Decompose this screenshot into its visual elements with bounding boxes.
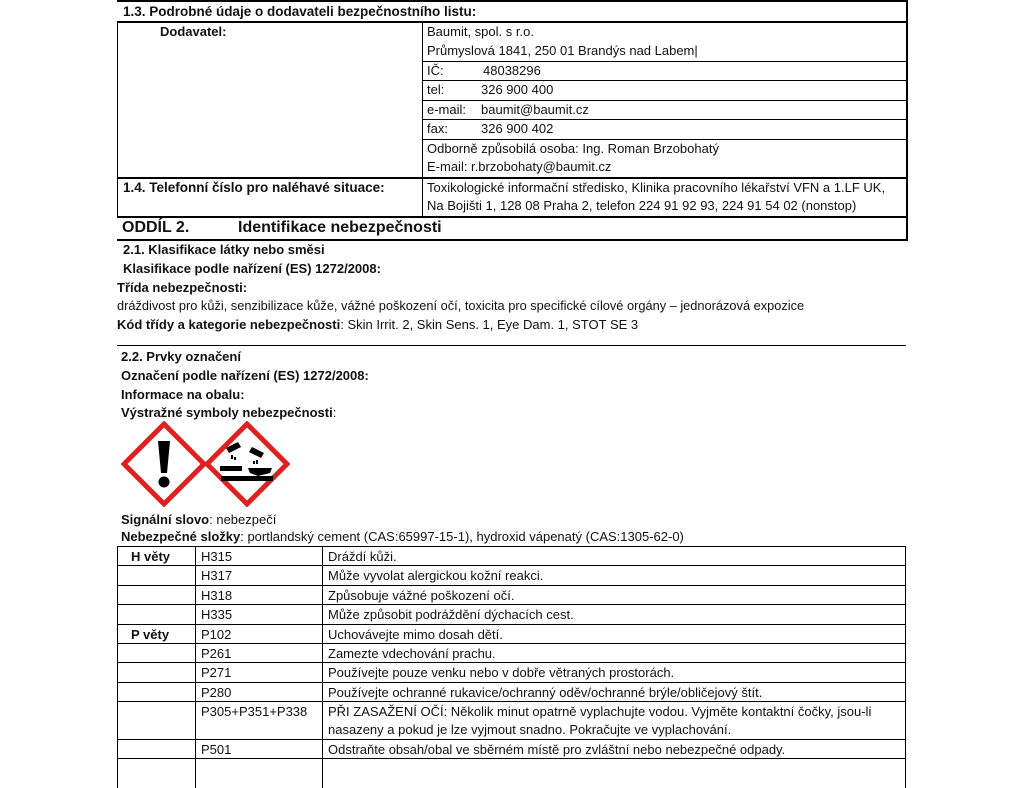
hazardous-components-line bbox=[121, 528, 684, 546]
statement-code: H335 bbox=[201, 607, 233, 623]
statement-text: Dráždí kůži. bbox=[328, 549, 397, 564]
signal-word-label: Signální slovo bbox=[121, 512, 210, 527]
supplier-company: Baumit, spol. s r.o. bbox=[427, 24, 534, 39]
table-col-rule bbox=[117, 546, 118, 788]
ic-label: IČ: bbox=[427, 63, 444, 78]
hazard-class-value: dráždivost pro kůži, senzibilizace kůže, vážné poškození očí, toxicita pro specifické cílové orgány – jednorázová expozice bbox=[117, 298, 805, 313]
statement-group: H věty bbox=[131, 549, 171, 564]
hazardous-components-value: : portlandský cement (CAS:65997-15-1), hydroxid vápenatý (CAS:1305-62-0) bbox=[240, 529, 684, 544]
hazardous-components-label: Nebezpečné složky bbox=[121, 529, 241, 544]
hazard-statements-table bbox=[117, 546, 906, 768]
hazard-code-label: Kód třídy a kategorie nebezpečnosti bbox=[117, 317, 341, 332]
signal-word-value: : nebezpečí bbox=[209, 512, 277, 527]
table-row-rule bbox=[117, 624, 906, 625]
signal-word-line bbox=[121, 511, 276, 529]
responsible-email: E-mail: r.brzobohaty@baumit.cz bbox=[427, 159, 612, 174]
statement-text: Používejte ochranné rukavice/ochranný oděv/ochranné brýle/obličejový štít. bbox=[328, 684, 763, 700]
corrosion-pictogram bbox=[204, 421, 290, 507]
supplier-label: Dodavatel: bbox=[160, 24, 227, 39]
pictograms-line bbox=[121, 404, 336, 422]
statement-text: Způsobuje vážné poškození očí. bbox=[328, 587, 515, 603]
statement-code: H317 bbox=[201, 568, 233, 584]
statement-text: Uchovávejte mimo dosah dětí. bbox=[328, 626, 503, 642]
ic-value: 48038296 bbox=[483, 63, 541, 78]
exclamation-mark-pictogram bbox=[121, 421, 207, 507]
section-1-4-heading: 1.4. Telefonní číslo pro naléhavé situace: bbox=[123, 180, 385, 195]
emergency-line-2: Na Bojišti 1, 128 08 Praha 2, telefon 224 91 92 93, 224 91 54 02 (nonstop) bbox=[427, 198, 857, 213]
section-2-title: Identifikace nebezpečnosti bbox=[238, 219, 442, 236]
statement-text: Může vyvolat alergickou kožní reakci. bbox=[328, 568, 544, 584]
responsible-person: Odborně způsobilá osoba: Ing. Roman Brzobohatý bbox=[427, 141, 719, 156]
table-col-rule bbox=[905, 546, 906, 788]
table-right-border bbox=[906, 0, 908, 240]
hazard-code-line bbox=[117, 316, 638, 334]
table-row-rule bbox=[117, 643, 906, 644]
statement-code: H318 bbox=[201, 587, 233, 603]
package-info: Informace na obalu: bbox=[121, 387, 245, 402]
emergency-line-1: Toxikologické informační středisko, Klinika pracovního lékařství VFN a 1.LF UK, bbox=[427, 180, 886, 195]
section-1-3-heading: 1.3. Podrobné údaje o dodavateli bezpečnostního listu: bbox=[123, 4, 477, 19]
statement-text: Používejte pouze venku nebo v dobře větraných prostorách. bbox=[328, 665, 675, 681]
statement-code: P261 bbox=[201, 646, 232, 661]
tel-label: tel: bbox=[427, 82, 445, 97]
statement-text: Může způsobit podráždění dýchacích cest. bbox=[328, 607, 574, 623]
statement-code: P271 bbox=[201, 665, 232, 681]
statement-text: PŘI ZASAŽENÍ OČÍ: Několik minut opatrně vyplachujte vodou. Vyjměte kontaktní čočky, jsou-li bbox=[328, 704, 872, 720]
fax-value: 326 900 402 bbox=[481, 121, 554, 136]
top-rule bbox=[117, 0, 906, 2]
statement-text: Zamezte vdechování prachu. bbox=[328, 646, 496, 661]
pictograms-colon: : bbox=[332, 405, 337, 420]
statement-code: H315 bbox=[201, 549, 233, 564]
rule bbox=[117, 345, 906, 346]
statement-group: P věty bbox=[131, 626, 170, 642]
section-2-1-heading: 2.1. Klasifikace látky nebo směsi bbox=[123, 242, 325, 257]
statement-text-cont: nasazeny a pokud je lze vyjmout snadno. Pokračujte ve vyplachování. bbox=[328, 722, 732, 738]
statement-code: P501 bbox=[201, 742, 232, 757]
statement-code: P280 bbox=[201, 684, 232, 700]
fax-label: fax: bbox=[427, 121, 448, 136]
supplier-address: Průmyslová 1841, 250 01 Brandýs nad Labem| bbox=[427, 43, 698, 58]
classification-subheading: Klasifikace podle nařízení (ES) 1272/2008: bbox=[123, 261, 381, 276]
email-label: e-mail: bbox=[427, 102, 467, 117]
section-2-2-heading: 2.2. Prvky označení bbox=[121, 349, 241, 364]
rule bbox=[117, 216, 908, 218]
pictograms-label: Výstražné symboly nebezpečnosti bbox=[121, 405, 333, 420]
statement-code: P102 bbox=[201, 626, 232, 642]
table-col-rule bbox=[322, 546, 323, 788]
table-row-rule bbox=[117, 758, 906, 759]
labelling-regulation: Označení podle nařízení (ES) 1272/2008: bbox=[121, 368, 369, 383]
table-left-border bbox=[117, 21, 118, 216]
statement-code: P305+P351+P338 bbox=[201, 704, 308, 720]
table-top-rule bbox=[117, 546, 906, 547]
hazard-class-label: Třída nebezpečnosti: bbox=[117, 280, 248, 295]
statement-text: Odstraňte obsah/obal ve sběrném místě pro zvláštní nebo nebezpečné odpady. bbox=[328, 742, 786, 757]
hazard-code-value: : Skin Irrit. 2, Skin Sens. 1, Eye Dam. 1, STOT SE 3 bbox=[340, 317, 639, 332]
table-col-rule bbox=[195, 546, 196, 788]
tel-value: 326 900 400 bbox=[481, 82, 554, 97]
section-2-number: ODDÍL 2. bbox=[122, 219, 190, 236]
email-value: baumit@baumit.cz bbox=[481, 102, 589, 117]
